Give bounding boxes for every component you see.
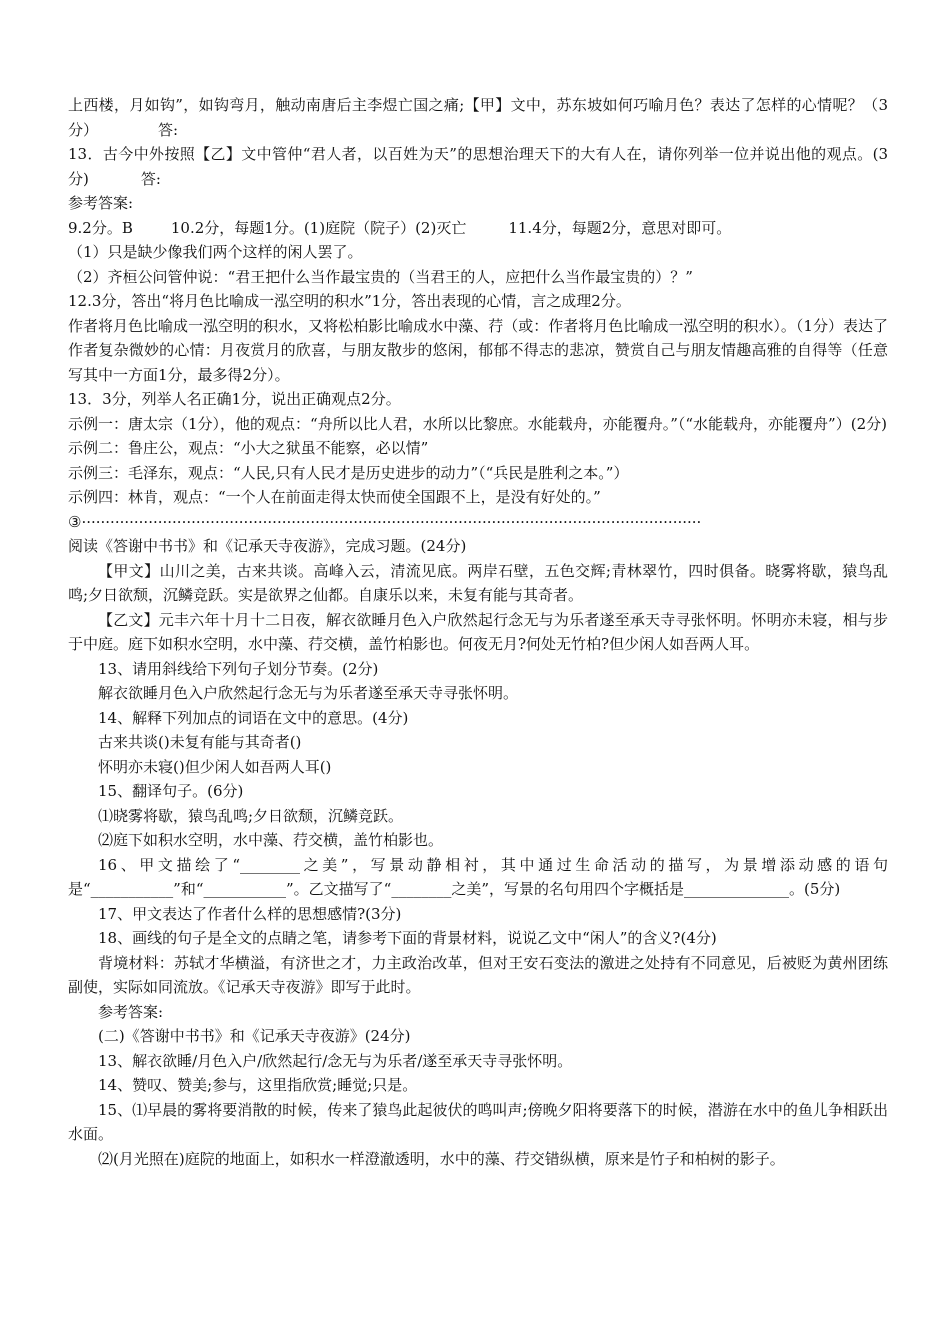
question-17: 17、甲文表达了作者什么样的思想感情?(3分) — [98, 904, 402, 923]
question-13a — [68, 142, 888, 191]
answer-9: 9.2分。B — [68, 218, 133, 237]
ans-13: 13、解衣欲睡/月色入户/欣然起行/念无与为乐者/遂至承天寺寻张怀明。 — [98, 1051, 573, 1070]
question-16: 16、甲文描绘了“________之美”，写景动静相衬，其中通过生命活动的描写，为景增添动感的语句是“___________”和“___________”。乙文描写了“________之美”，写景的名句用四个字概括是______________。(5分) — [68, 855, 888, 898]
reference-answer-heading-2: 参考答案: — [98, 1002, 164, 1021]
example-1: 示例一：唐太宗（1分），他的观点：“舟所以比人君，水所以比黎庶。水能载舟，亦能覆舟。”（“水能载舟，亦能覆舟”）(2分) — [68, 414, 887, 433]
example-3: 示例三：毛泽东，观点：“人民,只有人民才是历史进步的动力”（“兵民是胜利之本。”） — [68, 463, 629, 482]
answer-11-2: （2）齐桓公问管仲说：“君王把什么当作最宝贵的（当君王的人，应把什么当作最宝贵的）？” — [68, 267, 693, 286]
answer-11: 11.4分，每题2分，意思对即可。 — [508, 218, 732, 237]
question-text: 上西楼，月如钩”，如钩弯月，触动南唐后主李煜亡国之痛;【甲】文中，苏东坡如何巧喻月色？表达了怎样的心情呢？（3分） — [68, 96, 888, 139]
answer-11-1: （1）只是缺少像我们两个这样的闲人罢了。 — [68, 243, 363, 261]
question-14-a: 古来共谈()未复有能与其奇者() — [98, 733, 302, 751]
reading-intro: 阅读《答谢中书书》和《记承天寺夜游》，完成习题。(24分) — [68, 537, 467, 555]
question-14-b: 怀明亦未寝()但少闲人如吾两人耳() — [98, 757, 332, 776]
answer-12: 12.3分，答出“将月色比喻成一泓空明的积水”1分，答出表现的心情，言之成理2分。 — [68, 292, 631, 310]
background-material: 背境材料：苏轼才华横溢，有济世之才，力主政治改革，但对王安石变法的激进之处持有不同意见，后被贬为黄州团练副使，实际如同流放。《记承天寺夜游》即写于此时。 — [68, 953, 888, 996]
answer-12-body: 作者将月色比喻成一泓空明的积水，又将松柏影比喻成水中藻、荇（或：作者将月色比喻成一泓空明的积水）。（1分）表达了作者复杂微妙的心情：月夜赏月的欣喜，与朋友散步的悠闲，郁郁不得志的悲凉，赞赏自己与朋友情趣高雅的自得等（任意写其中一方面1分，最多得2分）。 — [68, 316, 888, 384]
passage-yi: 【乙文】元丰六年十月十二日夜，解衣欲睡月色入户欣然起行念无与为乐者遂至承天寺寻张怀明。怀明亦未寝，相与步于中庭。庭下如积水空明，水中藻、荇交横，盖竹柏影也。何夜无月?何处无竹柏?但少闲人如吾两人耳。 — [68, 610, 888, 653]
question-15-2: ⑵庭下如积水空明，水中藻、荇交横，盖竹柏影也。 — [98, 831, 444, 849]
question-12-tail — [68, 93, 888, 142]
question-13-sentence: 解衣欲睡月色入户欣然起行念无与为乐者遂至承天寺寻张怀明。 — [98, 684, 519, 702]
question-text: 13．古今中外按照【乙】文中管仲“君人者，以百姓为天”的思想治理天下的大有人在，请你列举一位并说出他的观点。(3分) — [68, 145, 888, 188]
reference-answer-heading-1: 参考答案: — [68, 194, 134, 212]
question-18: 18、画线的句子是全文的点睛之笔，请参考下面的背景材料，说说乙文中“闲人”的含义?(4分) — [98, 929, 717, 947]
document-page — [68, 93, 888, 1171]
ans-14: 14、赞叹、赞美;参与，这里指欣赏;睡觉;只是。 — [98, 1076, 418, 1094]
question-13: 13、请用斜线给下列句子划分节奏。(2分) — [98, 659, 379, 678]
answer-10: 10.2分，每题1分。(1)庭院（院子）(2)灭亡 — [170, 218, 467, 237]
question-15: 15、翻译句子。(6分) — [98, 782, 244, 800]
example-4: 示例四：林肯，观点：“一个人在前面走得太快而使全国跟不上，是没有好处的。” — [68, 488, 601, 506]
passage-jia: 【甲文】山川之美，古来共谈。高峰入云，清流见底。两岸石壁，五色交辉;青林翠竹，四时俱备。晓雾将歇，猿鸟乱鸣;夕日欲颓，沉鳞竞跃。实是欲界之仙都。自康乐以来，未复有能与其奇者。 — [68, 561, 888, 604]
answer-label: 答: — [158, 120, 179, 139]
answers-9-10-11 — [68, 216, 888, 241]
section-divider: ③·································································································································· — [68, 512, 702, 531]
ans-15-1: 15、⑴早晨的雾将要消散的时候，传来了猿鸟此起彼伏的鸣叫声;傍晚夕阳将要落下的时候，潜游在水中的鱼儿争相跃出水面。 — [68, 1100, 888, 1143]
section-2-heading: (二)《答谢中书书》和《记承天寺夜游》(24分) — [98, 1027, 411, 1045]
ans-15-2: ⑵(月光照在)庭院的地面上，如积水一样澄澈透明，水中的藻、荇交错纵横，原来是竹子和柏树的影子。 — [98, 1149, 785, 1168]
question-14: 14、解释下列加点的词语在文中的意思。(4分) — [98, 708, 409, 727]
example-2: 示例二：鲁庄公，观点：“小大之狱虽不能察，必以情” — [68, 439, 429, 457]
answer-label: 答: — [140, 169, 161, 188]
answer-13: 13．3分，列举人名正确1分，说出正确观点2分。 — [68, 390, 401, 408]
question-15-1: ⑴晓雾将歇，猿鸟乱鸣;夕日欲颓，沉鳞竞跃。 — [98, 806, 404, 825]
